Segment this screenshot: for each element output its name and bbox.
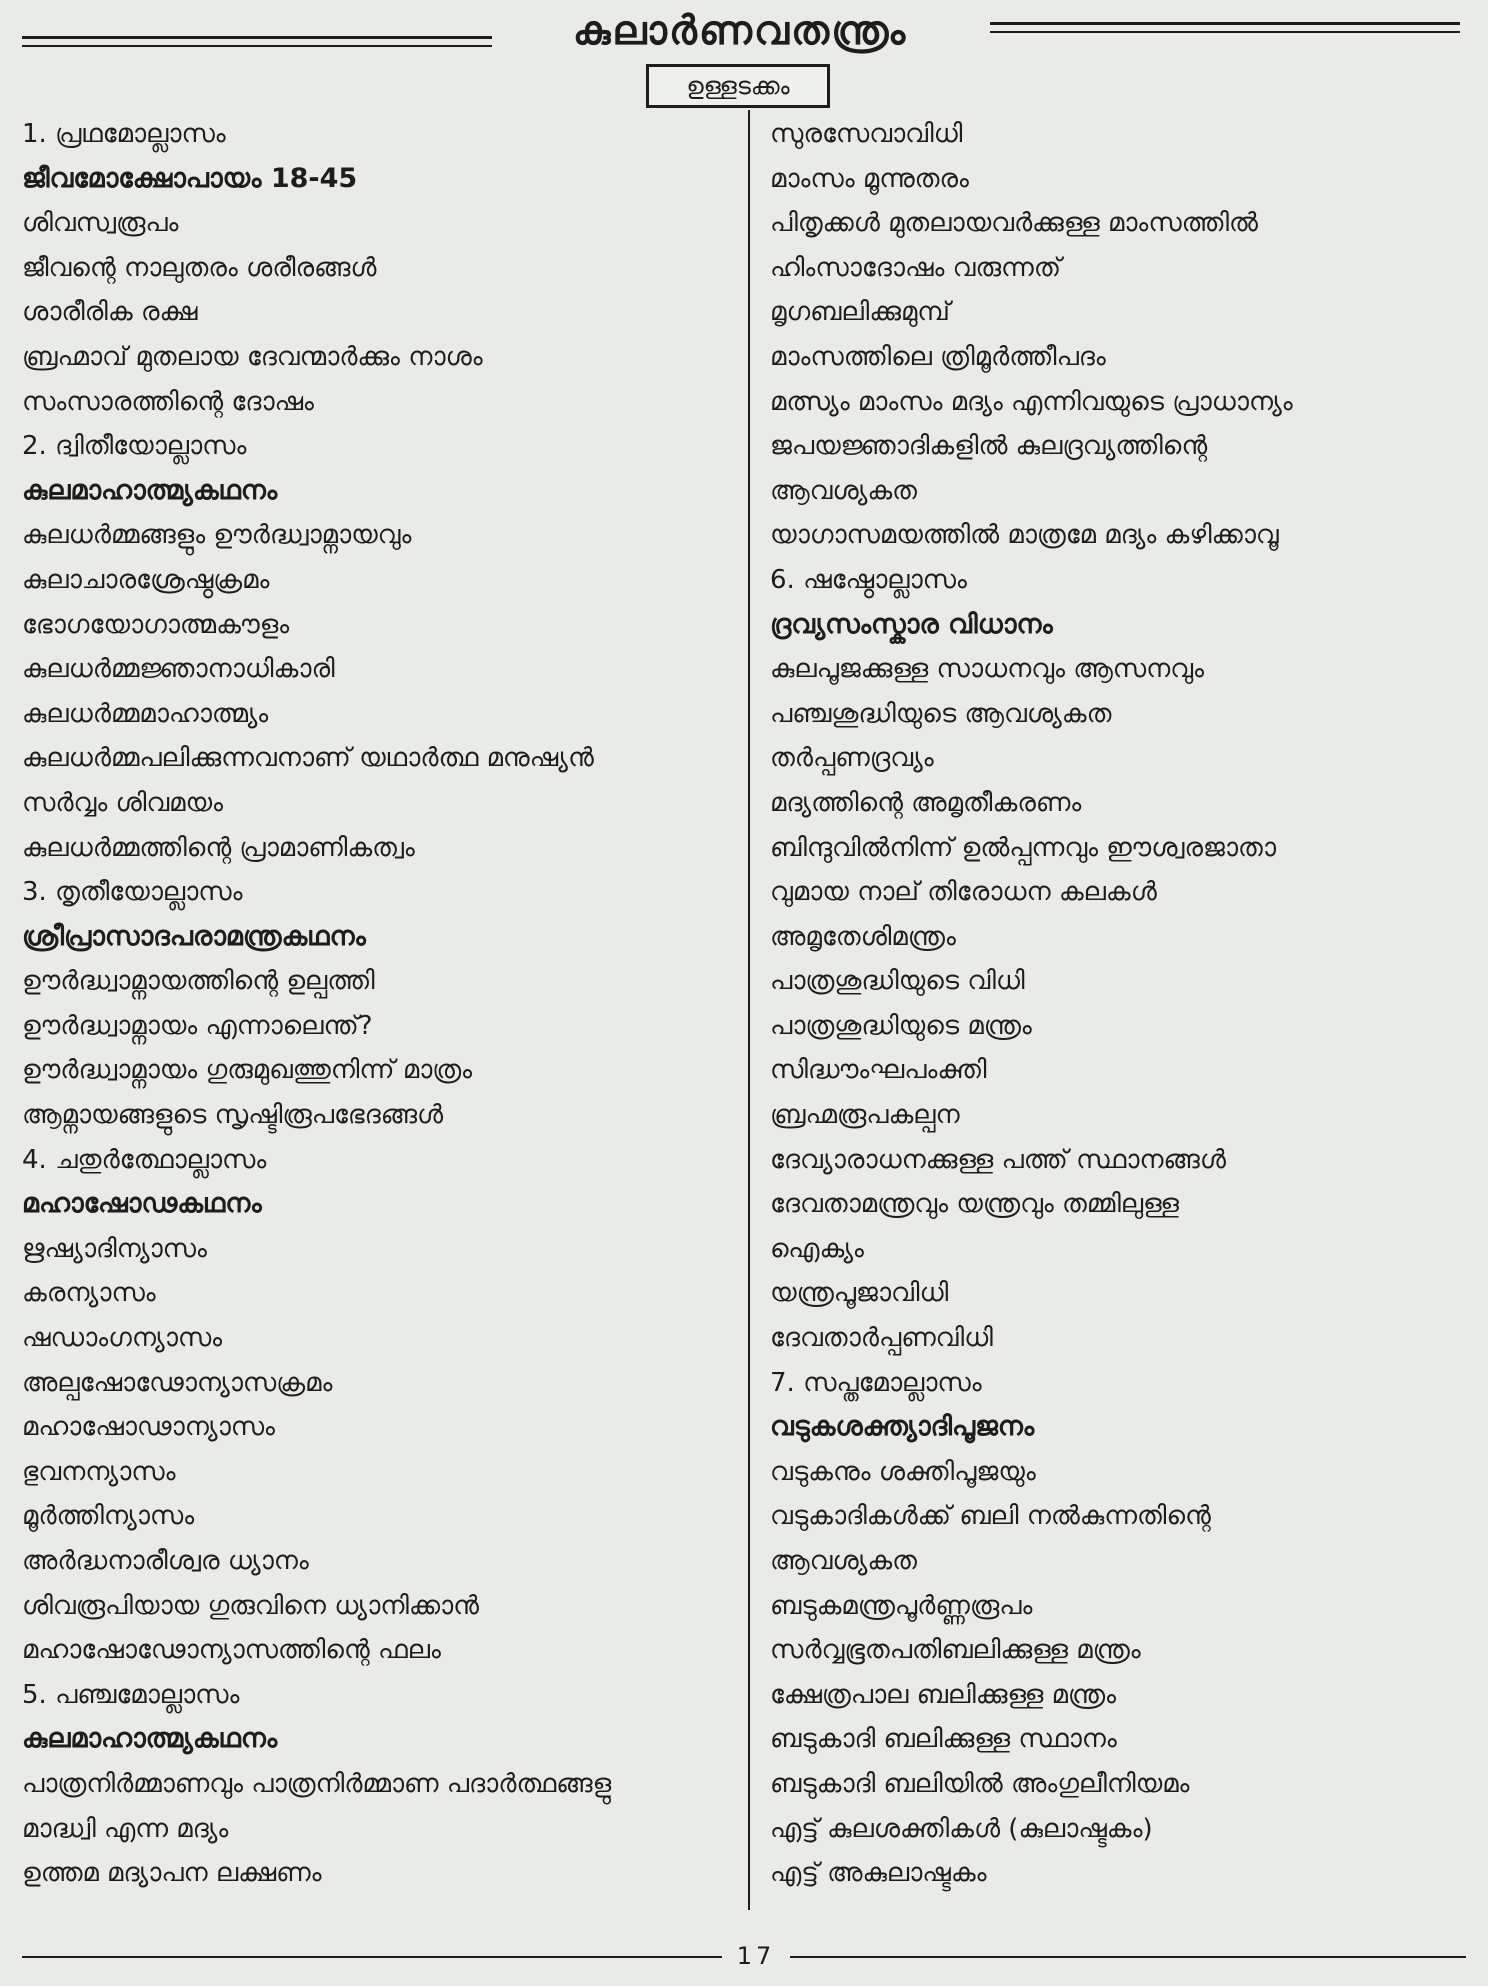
toc-entry: വുമായ നാല് തിരോധന കലകൾ — [770, 877, 1157, 908]
toc-entry: മത്സ്യം മാംസം മദ്യം എന്നിവയുടെ പ്രാധാന്യം — [770, 386, 1293, 417]
toc-entry: ബ്രഹ്മരൂപകല്പന — [770, 1100, 960, 1131]
page-number: 17 — [736, 1942, 776, 1970]
page-title: കുലാർണവതന്ത്രം — [572, 8, 908, 54]
toc-entry: കുലധർമ്മജ്ഞാനാധികാരി — [22, 654, 335, 685]
toc-entry: 7. സപ്തമോല്ലാസം — [770, 1367, 982, 1398]
toc-entry: മഹാഷോഢോന്യാസത്തിന്റെ ഫലം — [22, 1635, 441, 1666]
column-divider — [748, 110, 750, 1910]
toc-entry: അല്പഷോഢോന്യാസക്രമം — [22, 1367, 333, 1398]
toc-entry: ശിവരൂപിയായ ഗുരുവിനെ ധ്യാനിക്കാൻ — [22, 1590, 479, 1621]
toc-entry: സിദ്ധൗംഘപംക്തി — [770, 1055, 987, 1086]
toc-entry: 4. ചതുർത്ഥോല്ലാസം — [22, 1144, 267, 1175]
toc-entry: കരന്യാസം — [22, 1278, 156, 1309]
footer-rule-right — [790, 1956, 1466, 1958]
toc-entry: കുലപൂജക്കുള്ള സാധനവും ആസനവും — [770, 654, 1204, 685]
toc-entry: അർദ്ധനാരീശ്വര ധ്യാനം — [22, 1546, 309, 1576]
chapter-heading: ശ്രീപ്രാസാദപരാമന്ത്രകഥനം — [22, 920, 366, 952]
toc-entry: കുലധർമ്മമാഹാത്മ്യം — [22, 698, 269, 729]
toc-entry: ഹിംസാദോഷം വരുന്നത് — [770, 252, 1061, 283]
toc-entry: എട്ട് കുലശക്തികൾ (കുലാഷ്ടകം) — [770, 1813, 1153, 1844]
toc-entry: എട്ട് അകുലാഷ്ടകം — [770, 1858, 987, 1889]
toc-entry: 3. തൃതീയോല്ലാസം — [22, 877, 243, 908]
toc-entry: സംസാരത്തിന്റെ ദോഷം — [22, 386, 314, 417]
toc-entry: ശാരീരിക രക്ഷ — [22, 297, 198, 328]
toc-entry: ഷഡാംഗന്യാസം — [22, 1323, 223, 1354]
toc-entry: ദേവതാമന്ത്രവും യന്ത്രവും തമ്മിലുള്ള — [770, 1189, 1179, 1220]
toc-entry: ബ്രഹ്മാവ് മുതലായ ദേവന്മാർക്കും നാശം — [22, 341, 483, 372]
toc-entry: ഊർദ്ധ്വാമ്നായത്തിന്റെ ഉല്പത്തി — [22, 966, 375, 997]
chapter-heading: വടുകശക്ത്യാദിപൂജനം — [770, 1411, 1035, 1443]
toc-entry: ജീവന്റെ നാലുതരം ശരീരങ്ങൾ — [22, 252, 377, 283]
chapter-heading: കുലമാഹാത്മ്യകഥനം — [22, 474, 278, 506]
toc-entry: ക്ഷേത്രപാല ബലിക്കുള്ള മന്ത്രം — [770, 1679, 1117, 1710]
toc-entry: പാത്രശുദ്ധിയുടെ മന്ത്രം — [770, 1010, 1032, 1041]
toc-entry: കുലധർമ്മത്തിന്റെ പ്രാമാണികത്വം — [22, 832, 415, 863]
toc-entry: ദേവ്യാരാധനക്കുള്ള പത്ത് സ്ഥാനങ്ങൾ — [770, 1144, 1226, 1175]
toc-entry: ബടുകാദി ബലിക്കുള്ള സ്ഥാനം — [770, 1724, 1117, 1755]
toc-entry: മാംസത്തിലെ ത്രിമൂർത്തീപദം — [770, 341, 1106, 372]
toc-entry: ആവശ്യകത — [770, 475, 917, 506]
toc-entry: 5. പഞ്ചമോല്ലാസം — [22, 1679, 240, 1710]
toc-entry: പാത്രശുദ്ധിയുടെ വിധി — [770, 966, 1025, 997]
toc-entry: തർപ്പണദ്രവ്യം — [770, 743, 934, 774]
toc-entry: ജപയജ്ഞാദികളിൽ കുലദ്രവ്യത്തിന്റെ — [770, 431, 1208, 462]
title-rule-right — [990, 22, 1460, 33]
toc-entry: ഭുവനന്യാസം — [22, 1456, 176, 1487]
toc-entry: മൂർത്തിന്യാസം — [22, 1501, 195, 1532]
toc-entry: വടുകനും ശക്തിപൂജയും — [770, 1456, 1036, 1487]
toc-entry: വടുകാദികൾക്ക് ബലി നൽകുന്നതിന്റെ — [770, 1501, 1211, 1532]
chapter-heading: ജീവമോക്ഷോപായം 18-45 — [22, 162, 358, 194]
toc-entry: സർവ്വഭൂതപതിബലിക്കുള്ള മന്ത്രം — [770, 1635, 1141, 1666]
toc-entry: മഹാഷോഢാന്യാസം — [22, 1412, 275, 1443]
chapter-heading: കുലമാഹാത്മ്യകഥനം — [22, 1723, 278, 1755]
chapter-heading: മഹാഷോഢകഥനം — [22, 1188, 262, 1220]
toc-entry: ബടുകാദി ബലിയിൽ അംഗുലീനിയമം — [770, 1768, 1190, 1799]
toc-entry: ശിവസ്വരൂപം — [22, 208, 179, 239]
toc-entry: ഐക്യം — [770, 1233, 864, 1264]
toc-entry: ഋഷ്യാദിന്യാസം — [22, 1233, 207, 1264]
chapter-heading: ദ്രവ്യസംസ്കാര വിധാനം — [770, 608, 1053, 640]
toc-entry: അമൃതേശിമന്ത്രം — [770, 921, 956, 952]
toc-entry: സുരസേവാവിധി — [770, 119, 963, 149]
toc-entry: കുലാചാരശ്രേഷ്ഠക്രമം — [22, 564, 270, 595]
toc-entry: പിതൃക്കൾ മുതലായവർക്കുള്ള മാംസത്തിൽ — [770, 208, 1258, 239]
toc-entry: മദ്യത്തിന്റെ അമൃതീകരണം — [770, 787, 1082, 818]
toc-entry: ബിന്ദുവിൽനിന്ന് ഉൽപ്പന്നവും ഈശ്വരജാതാ — [770, 832, 1277, 863]
toc-entry: കുലധർമ്മങ്ങളും ഊർദ്ധ്വാമ്നായവും — [22, 520, 412, 551]
toc-entry: ബടുകമന്ത്രപൂർണ്ണരൂപം — [770, 1590, 1033, 1621]
toc-entry: ആവശ്യകത — [770, 1546, 917, 1576]
toc-entry: ഊർദ്ധ്വാമ്നായം ഗുരുമുഖത്തുനിന്ന് മാത്രം — [22, 1055, 473, 1086]
right-column — [770, 112, 1470, 1896]
toc-entry: യാഗാസമയത്തിൽ മാത്രമേ മദ്യം കഴിക്കാവൂ — [770, 520, 1279, 551]
footer-rule-left — [22, 1956, 722, 1958]
toc-entry: സർവ്വം ശിവമയം — [22, 787, 223, 818]
toc-entry: യന്ത്രപൂജാവിധി — [770, 1278, 949, 1309]
toc-entry: ആമ്നായങ്ങളുടെ സൃഷ്ടിരൂപഭേദങ്ങൾ — [22, 1100, 444, 1131]
title-rule-left — [22, 36, 492, 47]
left-column — [22, 112, 744, 1896]
toc-entry: കുലധർമ്മപലിക്കുന്നവനാണ് യഥാർത്ഥ മനുഷ്യൻ — [22, 743, 594, 774]
toc-entry: ഭോഗയോഗാത്മകൗളം — [22, 609, 290, 640]
contents-label: ഉള്ളടക്കം — [646, 64, 830, 108]
toc-entry: ഊർദ്ധ്വാമ്നായം എന്നാലെന്ത്? — [22, 1010, 373, 1041]
toc-entry: പാത്രനിർമ്മാണവും പാത്രനിർമ്മാണ പദാർത്ഥങ്ങളു — [22, 1768, 612, 1799]
toc-entry: പഞ്ചശുദ്ധിയുടെ ആവശ്യകത — [770, 698, 1112, 729]
toc-entry: മാദ്ധ്വി എന്ന മദ്യം — [22, 1813, 229, 1844]
toc-entry: മൃഗബലിക്കുമുമ്പ് — [770, 297, 950, 328]
toc-entry: ഉത്തമ മദ്യാപന ലക്ഷണം — [22, 1858, 322, 1889]
toc-entry: 1. പ്രഥമോല്ലാസം — [22, 119, 226, 149]
toc-entry: മാംസം മൂന്നുതരം — [770, 163, 969, 194]
toc-entry: ദേവതാർപ്പണവിധി — [770, 1323, 993, 1354]
page-header — [0, 0, 1488, 60]
toc-entry: 6. ഷഷ്ഠോല്ലാസം — [770, 564, 967, 595]
toc-entry: 2. ദ്വിതീയോല്ലാസം — [22, 431, 247, 462]
